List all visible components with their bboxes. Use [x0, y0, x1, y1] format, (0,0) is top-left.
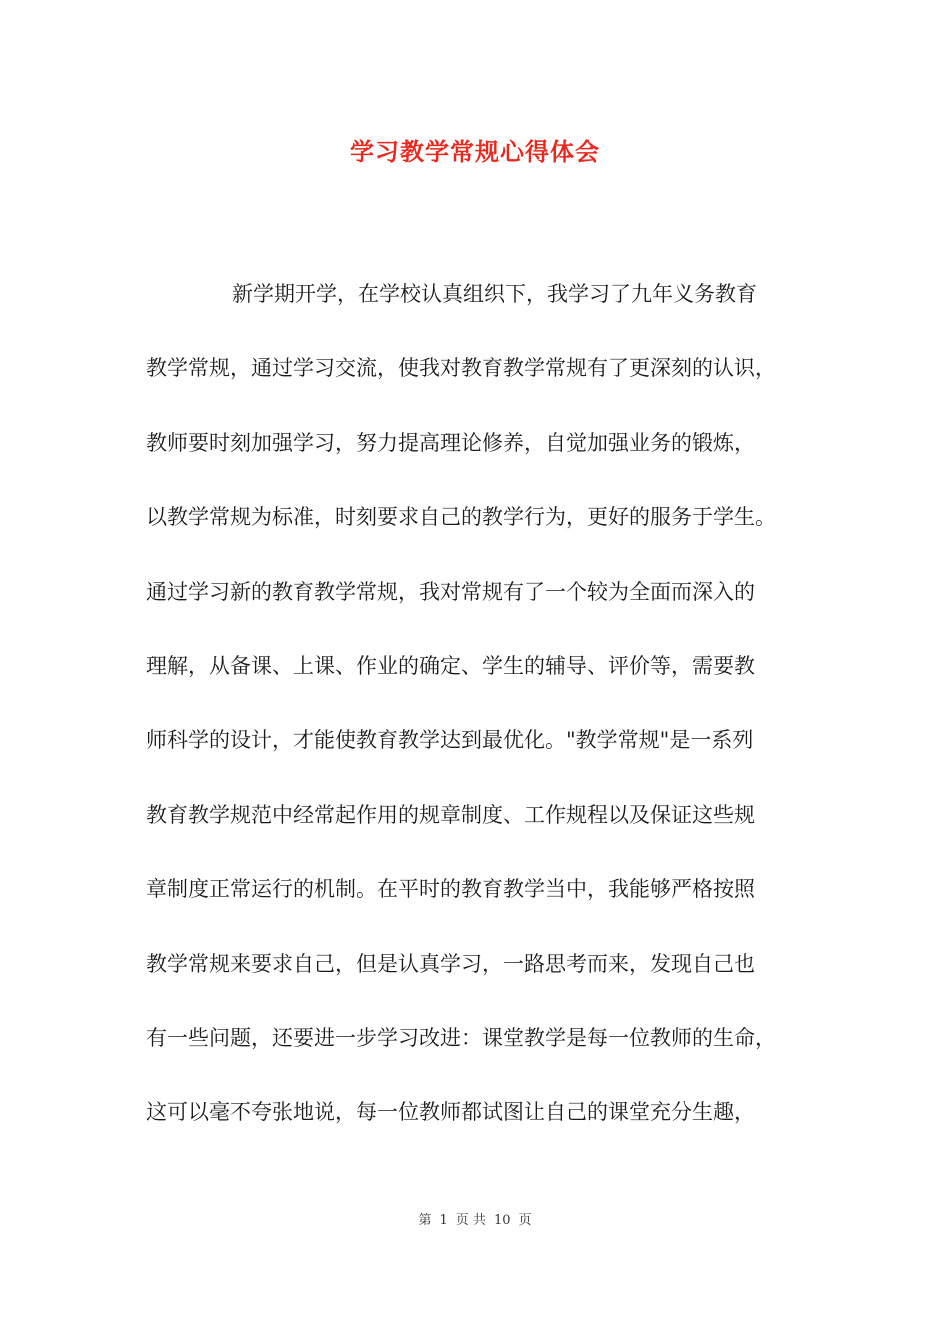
footer-suffix: 页 — [518, 1213, 532, 1228]
body-line-3: 教师要时刻加强学习，努力提高理论修养，自觉加强业务的锻炼， — [146, 430, 755, 455]
body-line-4: 以教学常规为标准，时刻要求自己的教学行为，更好的服务于学生。 — [146, 505, 776, 530]
body-line-9: 章制度正常运行的机制。在平时的教育教学当中，我能够严格按照 — [146, 877, 755, 902]
footer-mid: 页 共 — [455, 1213, 486, 1228]
footer-total-pages: 10 — [493, 1213, 511, 1228]
document-body — [146, 274, 826, 1167]
body-line-6: 理解，从备课、上课、作业的确定、学生的辅导、评价等，需要教 — [146, 653, 755, 678]
body-line-1: 新学期开学，在学校认真组织下，我学习了九年义务教育 — [232, 282, 757, 306]
footer-current-page: 1 — [439, 1213, 448, 1228]
body-line-7: 师科学的设计，才能使教育教学达到最优化。"教学常规"是一系列 — [146, 728, 754, 753]
body-line-10: 教学常规来要求自己，但是认真学习，一路思考而来，发现自己也 — [146, 951, 755, 976]
body-line-2: 教学常规，通过学习交流，使我对教育教学常规有了更深刻的认识， — [146, 356, 776, 381]
body-line-12: 这可以毫不夸张地说，每一位教师都试图让自己的课堂充分生趣， — [146, 1100, 755, 1125]
body-line-11: 有一些问题，还要进一步学习改进：课堂教学是每一位教师的生命， — [146, 1025, 776, 1050]
footer-prefix: 第 — [418, 1213, 432, 1228]
document-title: 学习教学常规心得体会 — [350, 137, 600, 166]
page-footer — [0, 1209, 950, 1228]
body-line-5: 通过学习新的教育教学常规，我对常规有了一个较为全面而深入的 — [146, 579, 755, 604]
body-line-8: 教育教学规范中经常起作用的规章制度、工作规程以及保证这些规 — [146, 802, 755, 827]
